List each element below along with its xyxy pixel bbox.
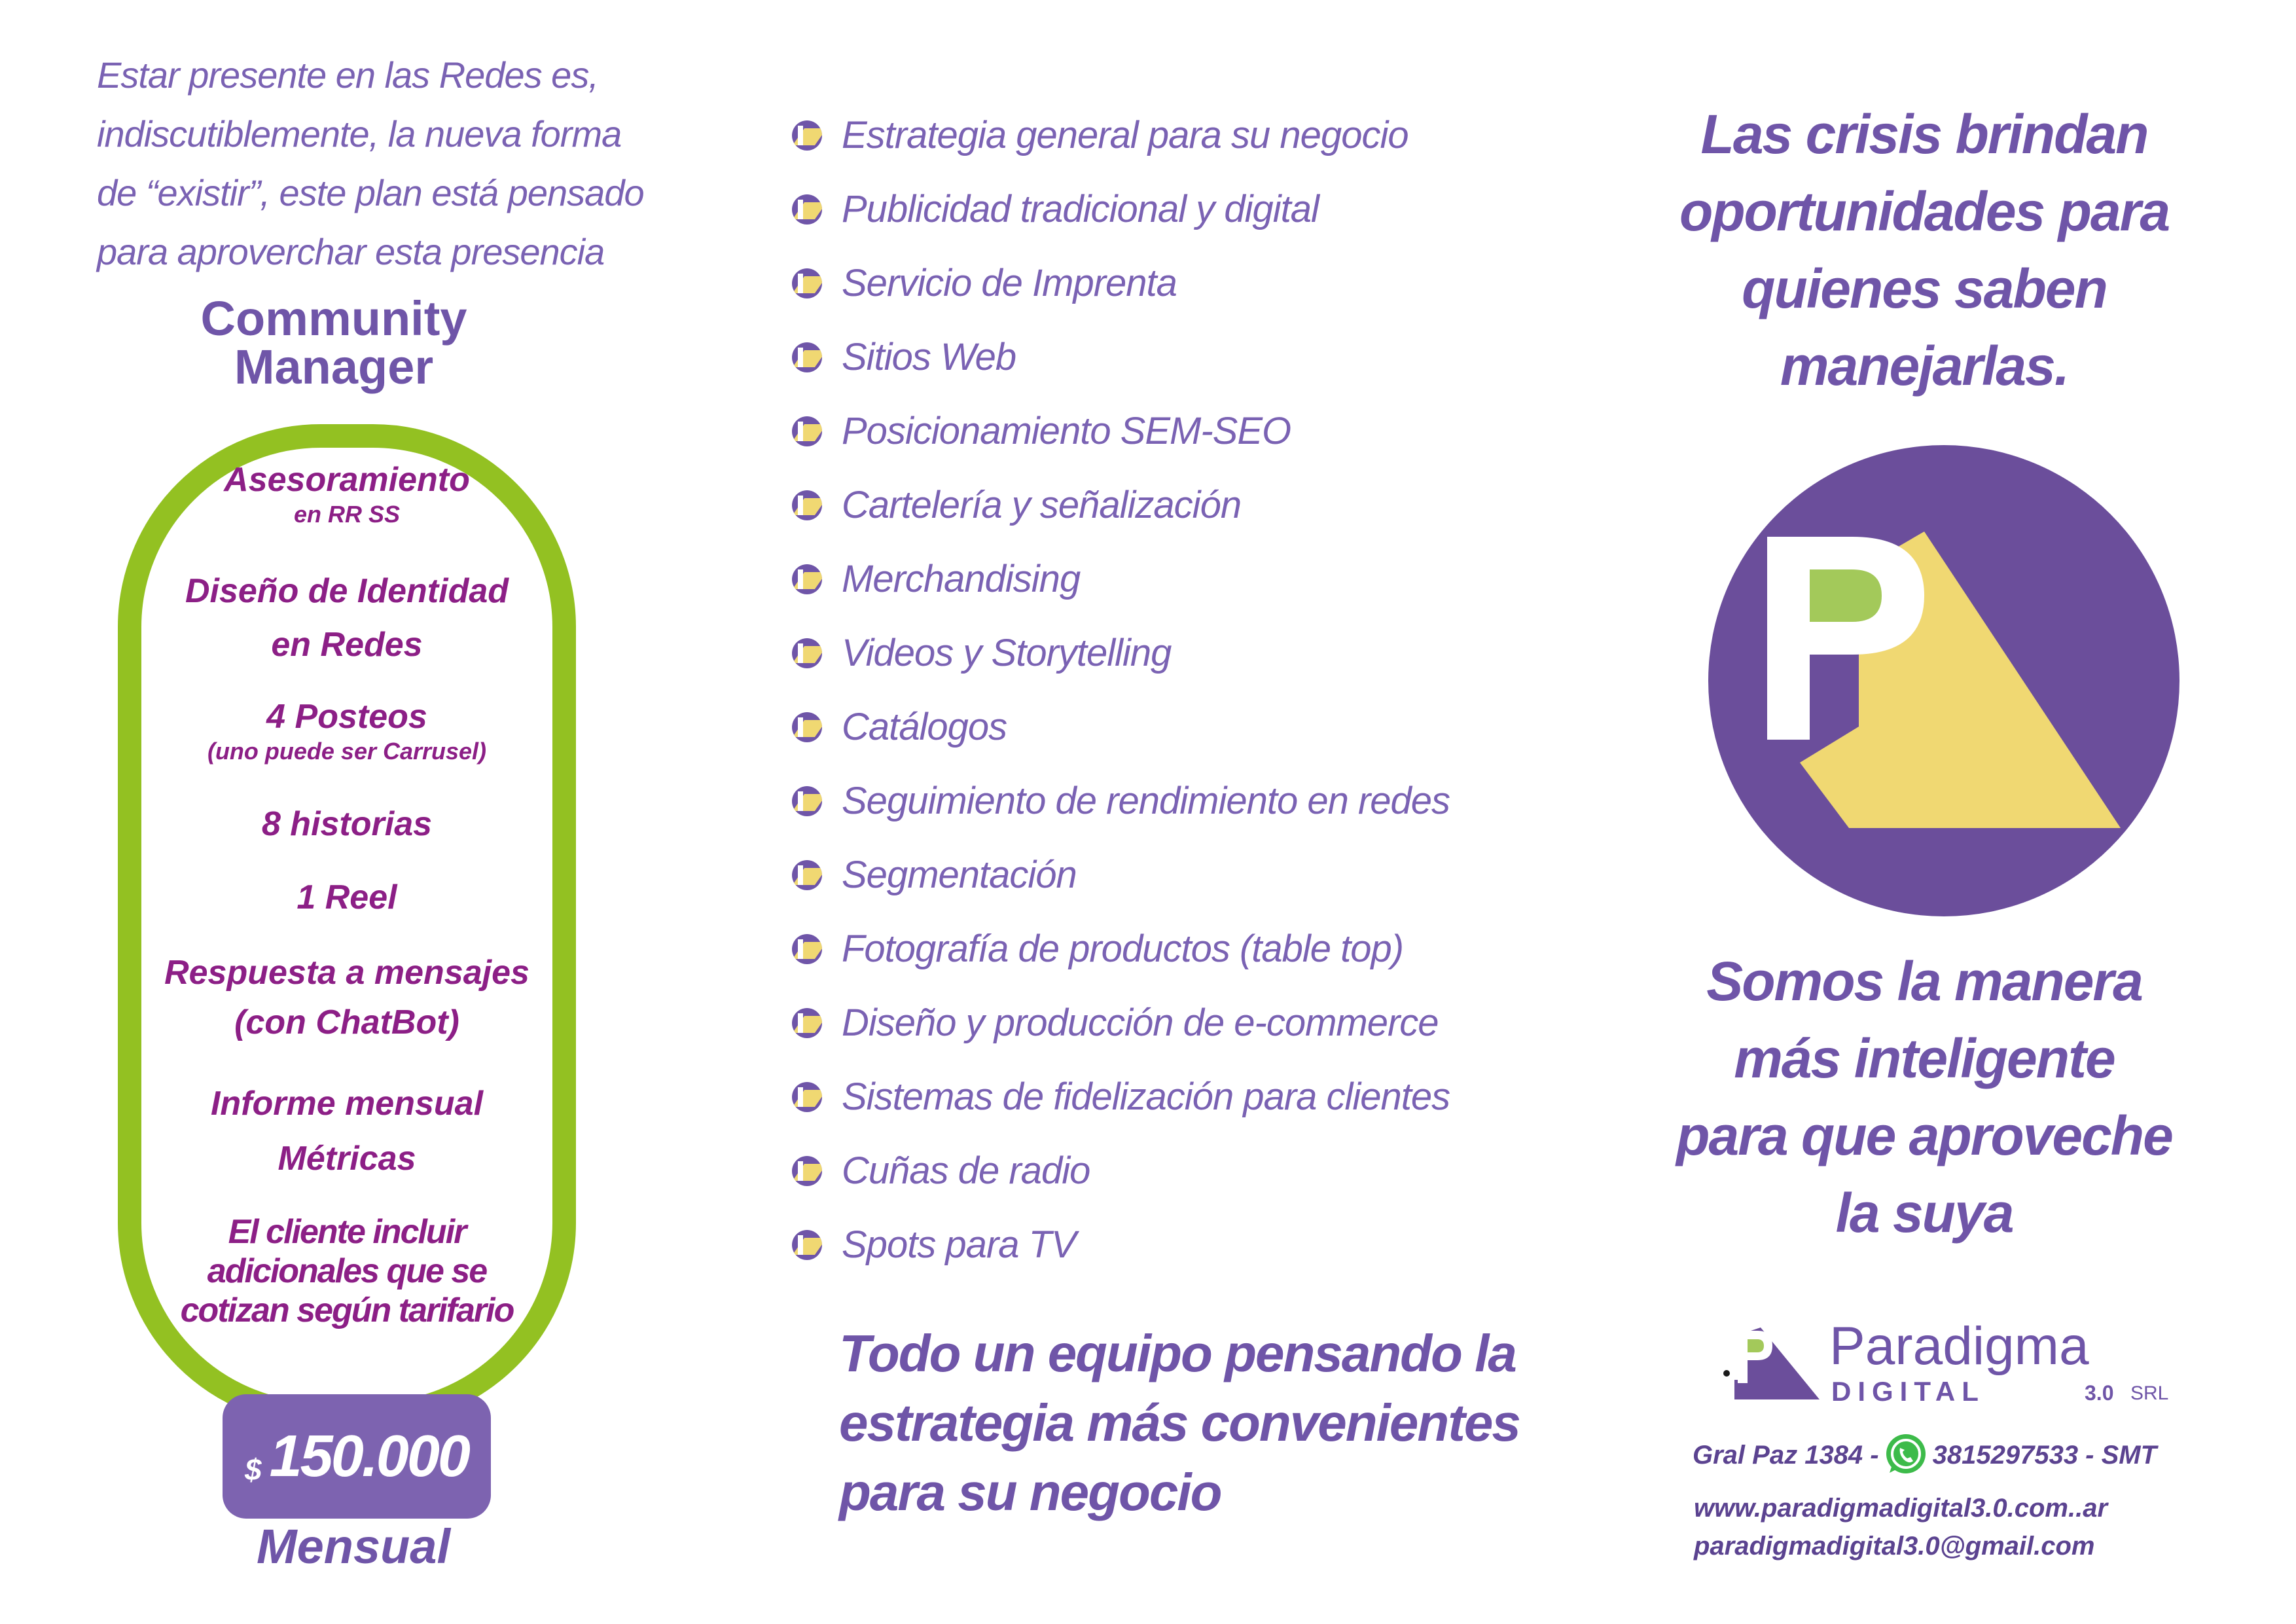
paradigma-p-icon: [792, 1156, 822, 1186]
left-panel: [0, 0, 707, 1624]
paradigma-p-icon: [792, 564, 822, 594]
slogan-line: Somos la manera: [1706, 950, 2142, 1012]
paradigma-p-icon: [792, 786, 822, 816]
price-value: 150.000: [269, 1423, 469, 1489]
service-label: Diseño y producción de e-commerce: [842, 1001, 1439, 1044]
plan-item-sub: (uno puede ser Carrusel): [207, 738, 487, 765]
service-label: Publicidad tradicional y digital: [842, 188, 1319, 230]
list-item: [792, 690, 1525, 764]
team-tagline: [839, 1319, 1526, 1527]
tagline-line: estrategia más convenientes: [839, 1394, 1520, 1452]
plan-item: [141, 803, 552, 846]
paradigma-p-icon: [792, 416, 822, 446]
paradigma-p-logo: [1708, 445, 2179, 916]
list-item: [792, 98, 1525, 172]
slogan-line: Las crisis brindan: [1700, 103, 2148, 165]
plan-item-main: El cliente incluir: [228, 1213, 466, 1251]
paradigma-p-icon: [792, 268, 822, 298]
address: Gral Paz 1384 -: [1693, 1440, 1879, 1470]
list-item: [792, 394, 1525, 468]
intro-text: [97, 46, 686, 281]
service-label: Merchandising: [842, 558, 1081, 600]
list-item: [792, 764, 1525, 838]
brand-name: Paradigma: [1829, 1316, 2089, 1376]
list-item: [792, 616, 1525, 690]
slogan-line: más inteligente: [1734, 1028, 2115, 1089]
plan-item-main: adicionales que se: [207, 1252, 487, 1290]
list-item: [792, 1060, 1525, 1134]
service-label: Spots para TV: [842, 1223, 1076, 1266]
plan-item: [141, 1212, 552, 1330]
paradigma-p-icon: [792, 342, 822, 372]
services-panel: [772, 0, 1525, 1624]
logo-p-bowl: [1810, 569, 1882, 622]
brand-suffix: SRL: [2130, 1382, 2169, 1404]
phone-number: 3815297533 - SMT: [1932, 1440, 2157, 1470]
plan-title-line: Community: [200, 291, 467, 346]
intro-line: de “existir”, este plan está pensado: [97, 172, 644, 213]
tagline-line: Todo un equipo pensando la: [839, 1324, 1516, 1382]
slogan-line: quienes saben: [1742, 258, 2107, 319]
brand-panel: [1571, 0, 2296, 1624]
services-list: [792, 98, 1525, 1282]
crisis-slogan: [1669, 96, 2179, 405]
plan-item-main: Asesoramiento: [224, 461, 470, 499]
website-link[interactable]: www.paradigmadigital3.0.com..ar: [1694, 1494, 2108, 1523]
plan-item-main: Informe mensual: [210, 1085, 484, 1123]
plan-item-main: Diseño de Identidad: [185, 572, 509, 610]
plan-title-line: Manager: [234, 340, 434, 394]
whatsapp-icon: [1883, 1432, 1929, 1478]
plan-item-main: en Redes: [271, 626, 423, 664]
plan-item-sub: en RR SS: [293, 501, 401, 528]
paradigma-p-icon: [792, 194, 822, 225]
plan-item: [141, 1076, 552, 1186]
list-item: [792, 838, 1525, 912]
plan-item-main: 8 historias: [261, 805, 433, 843]
paradigma-p-icon: [792, 860, 822, 890]
list-item: [792, 912, 1525, 986]
plan-item: [141, 876, 552, 919]
list-item: [792, 246, 1525, 320]
plan-item-main: Métricas: [278, 1140, 416, 1178]
plan-item-main: cotizan según tarifario: [180, 1291, 514, 1329]
paradigma-p-icon: [792, 490, 822, 520]
list-item: [792, 172, 1525, 246]
service-label: Servicio de Imprenta: [842, 262, 1177, 304]
brand-logo: [1721, 1316, 2219, 1414]
paradigma-p-icon: [792, 120, 822, 151]
paradigma-p-icon: [792, 1008, 822, 1038]
price-period: Mensual: [256, 1519, 451, 1574]
plan-item: [141, 695, 552, 765]
service-label: Segmentación: [842, 854, 1077, 896]
plan-item-main: 1 Reel: [296, 878, 397, 916]
service-label: Cuñas de radio: [842, 1149, 1090, 1192]
contact-address-phone: [1693, 1432, 2282, 1478]
price-badge: [223, 1394, 491, 1519]
plan-item-main: (con ChatBot): [234, 1003, 459, 1041]
intro-line: para aproverchar esta presencia: [97, 231, 605, 272]
plan-item: [141, 564, 552, 672]
paradigma-p-icon: [792, 1082, 822, 1112]
service-label: Cartelería y señalización: [842, 484, 1242, 526]
list-item: [792, 986, 1525, 1060]
list-item: [792, 542, 1525, 616]
price-currency: $: [245, 1453, 262, 1487]
intro-line: indiscutiblemente, la nueva forma: [97, 113, 622, 154]
brand-mark-icon: [1721, 1321, 1826, 1406]
list-item: [792, 1208, 1525, 1282]
brand-sub: DIGITAL: [1831, 1376, 1985, 1407]
service-label: Seguimiento de rendimiento en redes: [842, 780, 1450, 822]
plan-item: [141, 458, 552, 528]
service-label: Estrategia general para su negocio: [842, 114, 1408, 156]
brand-version: 3.0: [2085, 1381, 2114, 1405]
plan-items: [141, 458, 552, 1330]
slogan-line: para que aproveche: [1676, 1105, 2172, 1166]
plan-item: [141, 948, 552, 1047]
paradigma-p-icon: [792, 712, 822, 742]
list-item: [792, 468, 1525, 542]
paradigma-p-icon: [792, 1230, 822, 1260]
slogan-line: manejarlas.: [1780, 335, 2069, 397]
paradigma-p-icon: [792, 934, 822, 964]
service-label: Catálogos: [842, 706, 1007, 748]
paradigma-p-icon: [792, 638, 822, 668]
service-label: Sitios Web: [842, 336, 1016, 378]
plan-item-main: Respuesta a mensajes: [164, 954, 529, 992]
list-item: [792, 1134, 1525, 1208]
service-label: Fotografía de productos (table top): [842, 928, 1404, 970]
service-label: Videos y Storytelling: [842, 632, 1172, 674]
email-link[interactable]: paradigmadigital3.0@gmail.com: [1694, 1532, 2095, 1561]
smart-slogan: [1669, 943, 2179, 1252]
slogan-line: oportunidades para: [1679, 181, 2170, 242]
intro-line: Estar presente en las Redes es,: [97, 54, 598, 96]
plan-title: [151, 291, 517, 394]
list-item: [792, 320, 1525, 394]
service-label: Sistemas de fidelización para clientes: [842, 1075, 1450, 1118]
service-label: Posicionamiento SEM-SEO: [842, 410, 1291, 452]
slogan-line: la suya: [1835, 1182, 2013, 1244]
plan-item-main: 4 Posteos: [266, 698, 427, 736]
tagline-line: para su negocio: [839, 1463, 1221, 1521]
